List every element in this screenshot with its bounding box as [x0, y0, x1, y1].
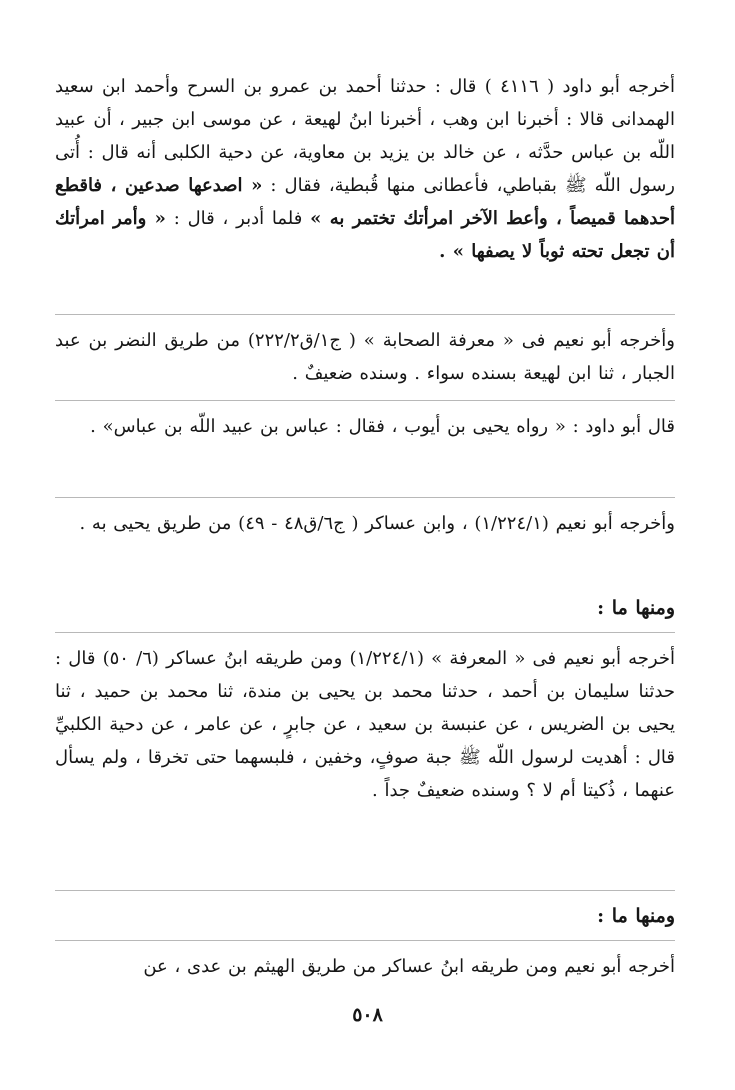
paragraph-abu-dawud-note — [55, 410, 675, 443]
paragraph-text: قال أبو داود : « رواه يحيى بن أيوب ، فقال : عباس بن عبيد اللّه بن عباس» . — [90, 416, 675, 437]
paragraph-text: أخرجه أبو نعيم فى « المعرفة » (١/٢٢٤/١) ومن طريقه ابنُ عساكر (٦/ ٥٠) قال : حدثنا سليمان بن أحمد ، حدثنا محمد بن يحيى بن مندة، ثنا محمد بن حميد ، ثنا يحيى بن الضريس ، عن عنبسة بن سعيد ، عن جابرٍ ، عن عامر ، عن دحية الكلبيِّ قال : أهديت لرسول اللّه ﷺ جبة صوفٍ، وخفين ، فلبسهما حتى تخرقا ، ولم يسأل عنهما ، ذُكيتا أم لا ؟ وسنده ضعيفٌ جداً . — [55, 648, 675, 801]
section-heading-second — [55, 900, 675, 933]
section-heading-first — [55, 592, 675, 625]
paragraph-text: وأخرجه أبو نعيم (١/٢٢٤/١) ، وابن عساكر ( ج٦/ق٤٨ - ٤٩) من طريق يحيى به . — [79, 513, 675, 534]
paragraph-divider — [55, 940, 675, 941]
paragraph-divider — [55, 890, 675, 891]
page-number: ٥٠٨ — [352, 1004, 383, 1026]
paragraph-divider — [55, 497, 675, 498]
hadith-quote-first: « اصدعها صدعين ، فاقطع أحدهما قميصاً ، وأعط الآخر امرأتك تختمر به » — [55, 175, 675, 229]
paragraph-intro-text: أخرجه أبو داود ( ٤١١٦ ) قال : حدثنا أحمد بن عمرو بن السرح وأحمد ابن سعيد الهمدانى قالا : أخبرنا ابن وهب ، أخبرنا ابنُ لهيعة ، عن موسى ابن جبير ، أن عبيد اللّه بن عباس حدَّثه ، عن خالد بن يزيد بن معاوية، عن دحية الكلبى أنه قال : أُتى رسول اللّه ﷺ بقباطي، فأعطانى منها قُبطية، فقال : — [55, 76, 676, 196]
section-heading-text: ومنها ما : — [597, 905, 675, 927]
paragraph-middle-text: فلما أدبر ، قال : — [173, 208, 303, 229]
paragraph-text: أخرجه أبو نعيم ومن طريقه ابنُ عساكر من طريق الهيثم بن عدى ، عن — [143, 956, 675, 977]
paragraph-text: وأخرجه أبو نعيم فى « معرفة الصحابة » ( ج١/ق٢٢٢/٢) من طريق النضر بن عبد الجبار ، ثنا ابن لهيعة بسنده سواء . وسنده ضعيفٌ . — [55, 330, 675, 384]
paragraph-haytham-ibn-adi — [55, 950, 675, 983]
paragraph-divider — [55, 314, 675, 315]
paragraph-abu-dawud-hadith — [55, 70, 675, 268]
paragraph-divider — [55, 400, 675, 401]
paragraph-abu-nuaim-ibn-asakir — [55, 507, 675, 540]
section-heading-text: ومنها ما : — [597, 597, 675, 619]
hadith-quote-second: « وأمر امرأتك أن تجعل تحته ثوباً لا يصفها » . — [55, 208, 675, 262]
paragraph-divider — [55, 632, 675, 633]
paragraph-abu-nuaim-marifa — [55, 324, 675, 390]
paragraph-jubbat-suf-hadith — [55, 642, 675, 807]
